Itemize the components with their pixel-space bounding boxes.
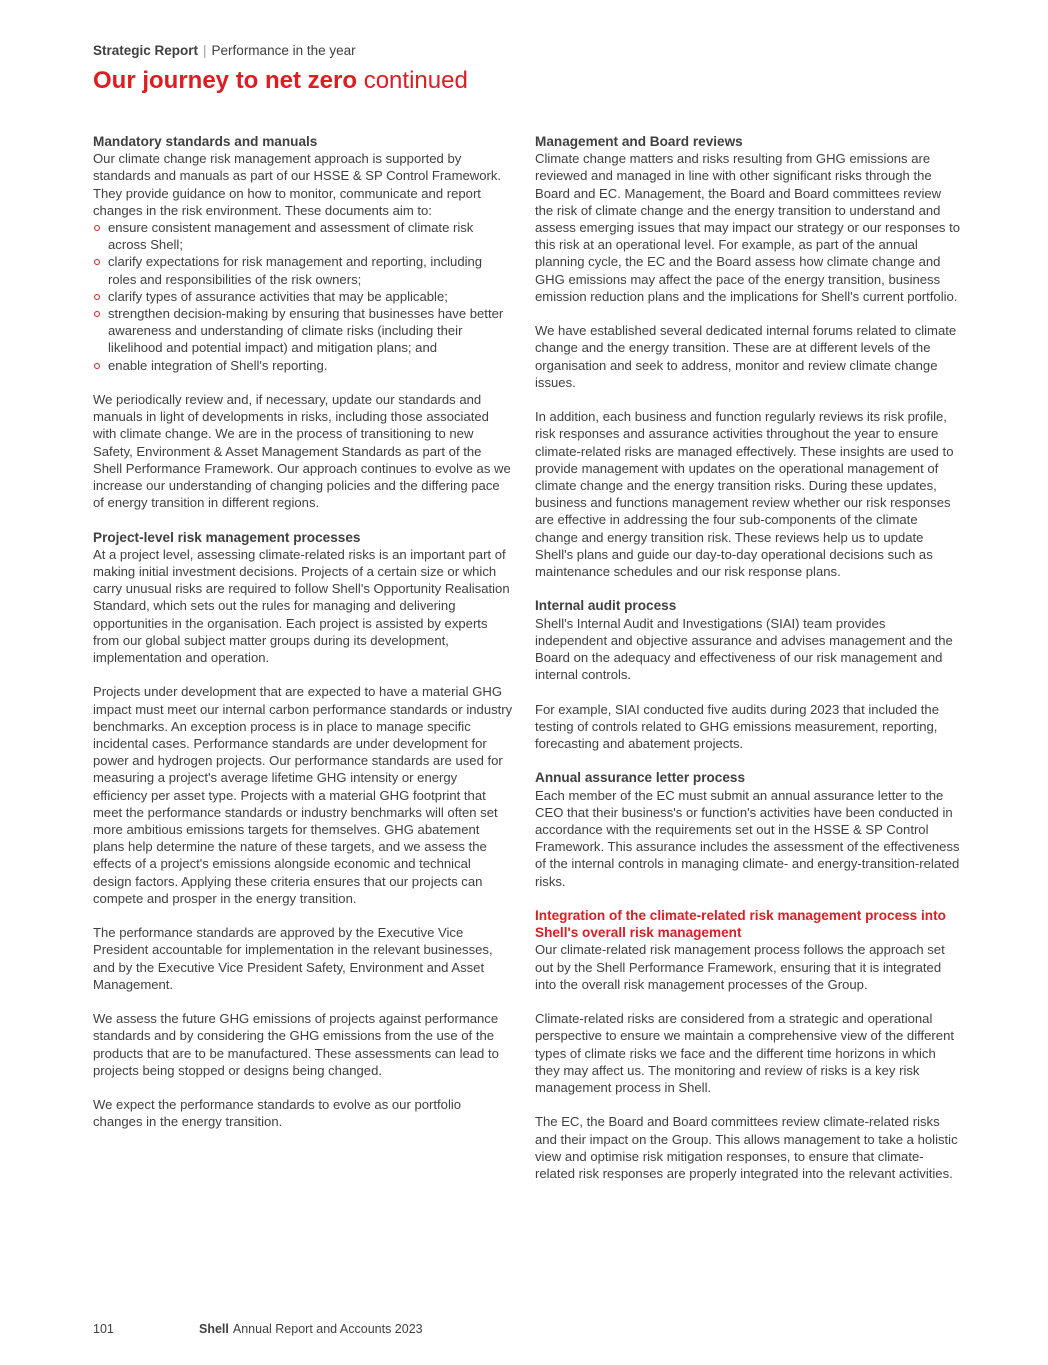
page-footer	[93, 1322, 423, 1336]
left-column	[93, 133, 513, 1148]
heading-mandatory-standards: Mandatory standards and manuals	[93, 134, 318, 149]
paragraph: Climate-related risks are considered from a strategic and operational perspective to ensure we maintain a comprehensive view of the different types of climate risks we face and the different time horizons in which they may affect us. The monitoring and review of risks is a key risk management process in Shell.	[535, 1011, 954, 1096]
bullet-icon	[94, 259, 100, 265]
paragraph: For example, SIAI conducted five audits during 2023 that included the testing of controls related to GHG emissions measurement, reporting, forecasting and abatement projects.	[535, 701, 939, 752]
breadcrumb	[93, 42, 973, 60]
paragraph: We have established several dedicated internal forums related to climate change and the energy transition. These are at different levels of the organisation and seek to address, monitor and review climate change issues.	[535, 323, 957, 390]
footer-publication: Annual Report and Accounts 2023	[232, 1322, 423, 1336]
heading-project-level-risk: Project-level risk management processes	[93, 529, 361, 545]
paragraph: Each member of the EC must submit an annual assurance letter to the CEO that their business's or function's activities have been conducted in accordance with the requirements set out in the HSSE & SP Control Framework. This assurance includes the assessment of the effectiveness of the internal controls in managing climate- and energy-transition-related risks.	[535, 787, 960, 889]
right-column	[535, 133, 960, 1199]
paragraph: We assess the future GHG emissions of projects against performance standards and by considering the GHG emissions from the use of the products that are to be manufactured. These assessments can lead to projects being stopped or designs being changed.	[93, 1011, 499, 1078]
paragraph: Projects under development that are expected to have a material GHG impact must meet our internal carbon performance standards or industry benchmarks. An exception process is in place to manage specific incidental cases. Performance standards are under development for power and hydrogen projects. Our performance standards are used for measuring a project's average lifetime GHG intensity or energy efficiency per asset type. Projects with a material GHG footprint that meet the performance standards or industry benchmarks will often set more ambitious emissions targets for themselves. GHG abatement plans help determine the nature of these targets, and we assess the effects of a project's emissions alongside economic and technical design factors. Applying these criteria ensures that our projects can compete and prosper in the energy transition.	[93, 684, 513, 906]
paragraph: Shell's Internal Audit and Investigations (SIAI) team provides independent and objective assurance and advises management and the Board on the adequacy and effectiveness of our risk management and internal controls.	[535, 615, 953, 683]
list-item	[93, 288, 513, 305]
paragraph: Our climate-related risk management process follows the approach set out by the Shell Performance Framework, ensuring that it is integrated into the overall risk management processes of the Group.	[535, 942, 945, 992]
breadcrumb-subsection: Performance in the year	[211, 43, 356, 58]
bullet-icon	[94, 225, 100, 231]
paragraph: At a project level, assessing climate-related risks is an important part of making initial investment decisions. Projects of a certain size or which carry unusual risks are required to follow Shell's Opportunity Realisation Standard, which sets out the rules for managing and delivering opportunities in the organisation. Each project is assisted by experts from our global subject matter groups during its development, implementation and operation.	[93, 546, 510, 666]
list-item-text: ensure consistent management and assessment of climate risk across Shell;	[108, 220, 474, 253]
paragraph: Climate change matters and risks resulting from GHG emissions are reviewed and managed in line with other significant risks through the Board and EC. Management, the Board and Board committees review the risk of climate change and the energy transition to understand and assess emerging issues that may impact our strategy or our responses to this risk at an operational level. For example, as part of the annual planning cycle, the EC and the Board assess how climate change and GHG emissions may affect the pace of the energy transition, business emission reduction plans and the implications for Shell's current portfolio.	[535, 151, 961, 304]
page-header	[93, 42, 973, 96]
bullet-list	[93, 219, 513, 374]
list-item	[93, 253, 513, 287]
paragraph: Our climate change risk management approach is supported by standards and manuals as part of our HSSE & SP Control Framework. They provide guidance on how to monitor, communicate and report changes in the risk environment. These documents aim to:	[93, 151, 502, 218]
list-item-text: clarify types of assurance activities that may be applicable;	[108, 288, 448, 304]
paragraph: The EC, the Board and Board committees review climate-related risks and their impact on the Group. This allows management to take a holistic view and optimise risk mitigation responses, to ensure that climate-related risk responses are properly integrated into the relevant activities.	[535, 1114, 958, 1182]
bullet-icon	[94, 311, 100, 317]
page-title-main: Our journey to net zero	[93, 67, 358, 94]
page-number: 101	[93, 1322, 114, 1336]
list-item	[93, 219, 513, 253]
heading-annual-assurance: Annual assurance letter process	[535, 770, 746, 786]
list-item-text: enable integration of Shell's reporting.	[108, 357, 328, 373]
list-item	[93, 357, 513, 374]
list-item	[93, 305, 513, 357]
heading-management-board-reviews: Management and Board reviews	[535, 134, 743, 149]
heading-internal-audit: Internal audit process	[535, 598, 677, 614]
list-item-text: clarify expectations for risk management and reporting, including roles and responsibilities of the risk owners;	[108, 254, 483, 287]
footer-brand: Shell	[199, 1322, 229, 1336]
page-title	[93, 66, 973, 96]
list-item-text: strengthen decision-making by ensuring that businesses have better awareness and understanding of climate risks (including their likelihood and potential impact) and mitigation plans; and	[108, 306, 504, 356]
paragraph: The performance standards are approved by the Executive Vice President accountable for implementation in the relevant businesses, and by the Executive Vice President Safety, Environment and Asset Management.	[93, 925, 493, 992]
paragraph: We expect the performance standards to evolve as our portfolio changes in the energy transition.	[93, 1097, 462, 1130]
paragraph: In addition, each business and function regularly reviews its risk profile, risk responses and assurance activities throughout the year to ensure climate-related risks are managed effectively. These insights are used to provide management with updates on the operational management of climate change and the energy transition risks. During these updates, business and functions management review whether our risk responses are effective in addressing the four sub-components of the climate change and energy transition risk. These reviews help us to update Shell's plans and guide our day-to-day operational decisions such as maintenance schedules and our risk response plans.	[535, 409, 954, 580]
heading-integration-risk-management: Integration of the climate-related risk management process into Shell's overall risk management	[535, 908, 946, 941]
breadcrumb-section: Strategic Report	[93, 43, 199, 58]
bullet-icon	[94, 363, 100, 369]
breadcrumb-separator: |	[203, 43, 207, 58]
paragraph: We periodically review and, if necessary, update our standards and manuals in light of developments in risks, including those associated with climate change. We are in the process of transitioning to new Safety, Environment & Asset Management Standards as part of the Shell Performance Framework. Our approach continues to evolve as we increase our understanding of changing policies and the differing pace of energy transition in different regions.	[93, 392, 511, 511]
bullet-icon	[94, 294, 100, 300]
page-title-suffix: continued	[363, 67, 468, 94]
